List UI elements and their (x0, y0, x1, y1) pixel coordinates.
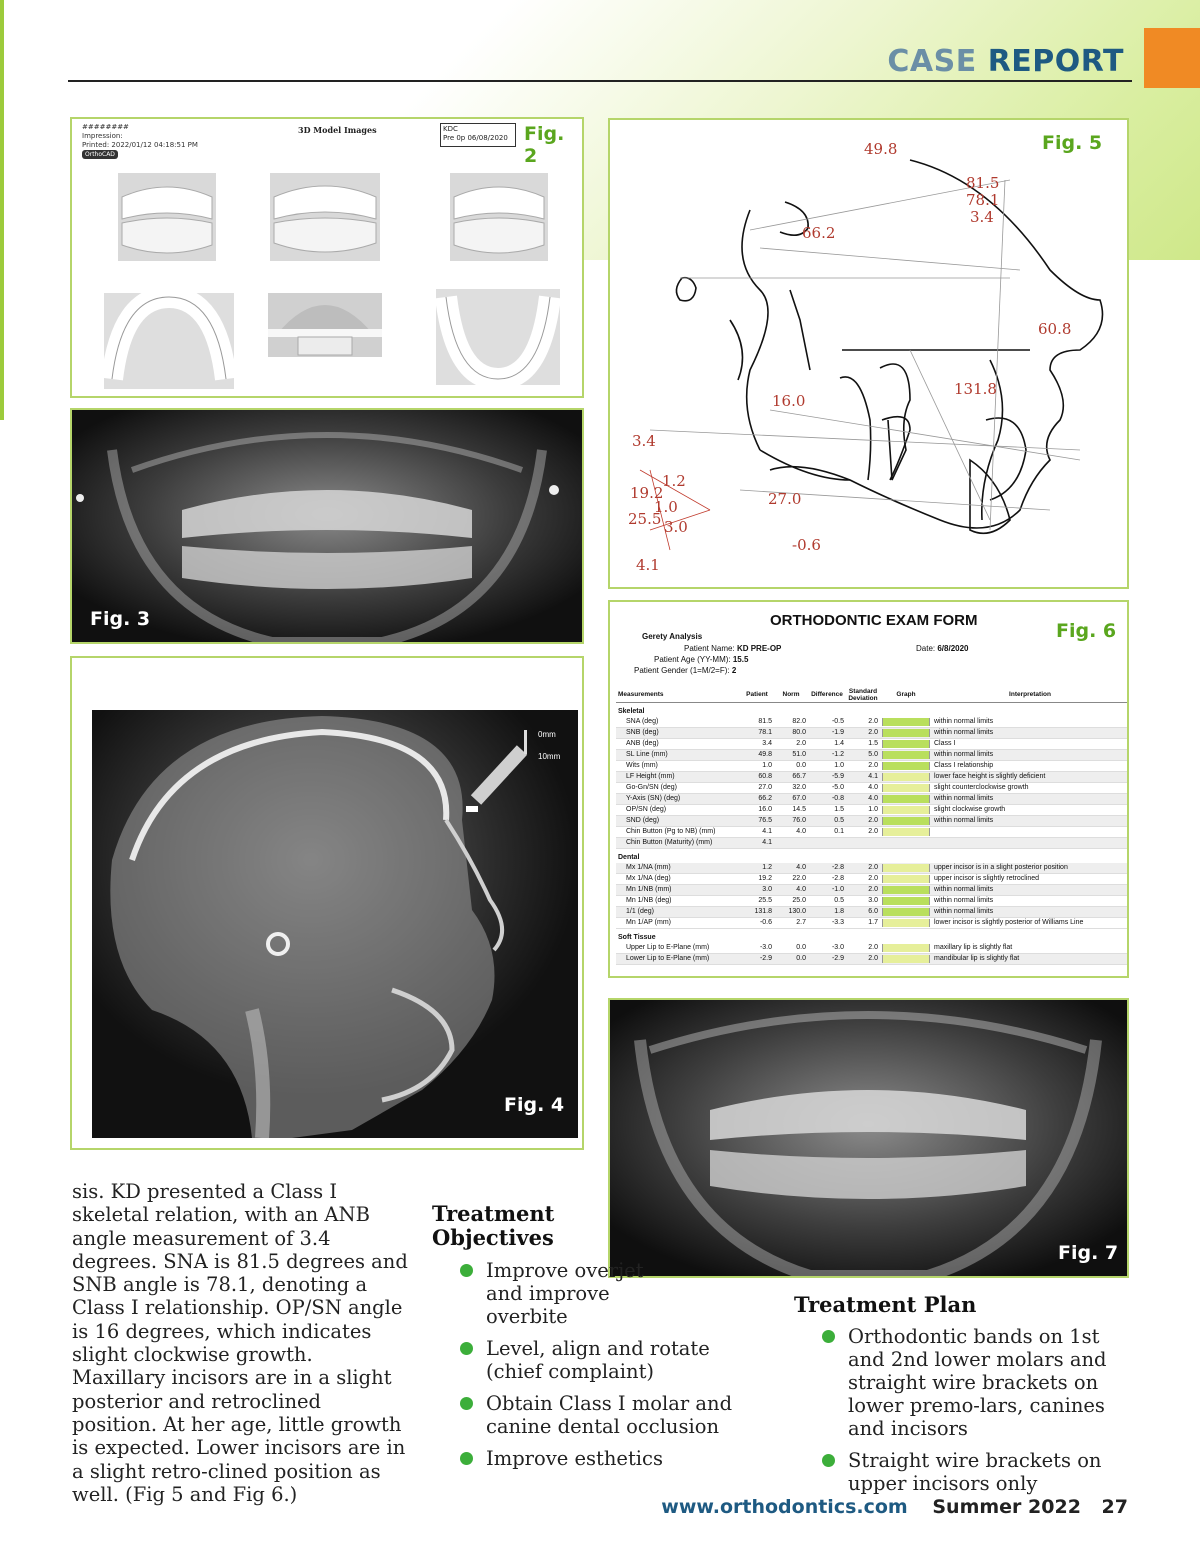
header-rule (68, 80, 1132, 82)
graph-bar (882, 864, 930, 872)
orthocad-badge: OrthoCAD (82, 150, 118, 159)
graph-bar (882, 817, 930, 825)
fig3-panoramic-xray (70, 408, 584, 644)
graph-cell (880, 954, 932, 965)
graph-cell (880, 863, 932, 874)
bullet-icon (822, 1330, 835, 1343)
graph-cell (880, 827, 932, 838)
graph-bar (882, 729, 930, 737)
graph-cell (880, 772, 932, 783)
fig5-label: Fig. 5 (1042, 132, 1103, 154)
graph-bar (882, 762, 930, 770)
orange-tab (1144, 28, 1200, 88)
table-row: SND (deg) 76.5 76.0 0.5 2.0 within normal limits (616, 816, 1128, 827)
patient-age-row: Patient Age (YY-MM): 15.5 (654, 655, 749, 664)
exam-form-title: ORTHODONTIC EXAM FORM (770, 612, 978, 629)
graph-bar (882, 806, 930, 814)
bullet-icon (460, 1397, 473, 1410)
fig2-label: Fig. 2 (524, 123, 565, 167)
plan-list (822, 1325, 1132, 1504)
table-row: Y-Axis (SN) (deg) 66.2 67.0 -0.8 4.0 within normal limits (616, 794, 1128, 805)
table-row: ANB (deg) 3.4 2.0 1.4 1.5 Class I (616, 739, 1128, 750)
table-row: Mn 1/NB (deg) 25.5 25.0 0.5 3.0 within normal limits (616, 896, 1128, 907)
graph-cell (880, 907, 932, 918)
fig2-case-box: KDC Pre 0p 06/08/2020 (440, 123, 516, 147)
table-body (616, 703, 1128, 965)
graph-bar (882, 886, 930, 894)
fig7-label: Fig. 7 (1058, 1242, 1119, 1264)
objective-item: Obtain Class I molar and canine dental occlusion (460, 1392, 756, 1438)
graph-bar (882, 908, 930, 916)
graph-cell (880, 838, 932, 849)
table-row: LF Height (mm) 60.8 66.7 -5.9 4.1 lower face height is slightly deficient (616, 772, 1128, 783)
section-title: CASE REPORT (887, 44, 1124, 79)
graph-cell (880, 717, 932, 728)
objectives-heading: Treatment Objectives (432, 1201, 555, 1250)
table-row: SNA (deg) 81.5 82.0 -0.5 2.0 within normal limits (616, 717, 1128, 728)
objective-item: Level, align and rotate (chief complaint) (460, 1337, 760, 1383)
fig6-label: Fig. 6 (1056, 620, 1117, 642)
panoramic-xray-image-post (610, 1000, 1127, 1276)
graph-bar (882, 773, 930, 781)
table-row: Chin Button (Maturity) (mm) 4.1 (616, 838, 1128, 849)
patient-gender-row: Patient Gender (1=M/2=F): 2 (634, 666, 737, 675)
table-row: Go-Gn/SN (deg) 27.0 32.0 -5.0 4.0 slight counterclockwise growth (616, 783, 1128, 794)
plan-item: Orthodontic bands on 1st and 2nd lower molars and straight wire brackets on lower premo-lars, canines and incisors (822, 1325, 1132, 1440)
table-row: Lower Lip to E-Plane (mm) -2.9 0.0 -2.9 2.0 mandibular lip is slightly flat (616, 954, 1128, 965)
graph-cell (880, 750, 932, 761)
graph-cell (880, 816, 932, 827)
graph-bar (882, 944, 930, 952)
bullet-icon (460, 1264, 473, 1277)
table-row: Mn 1/NB (mm) 3.0 4.0 -1.0 2.0 within normal limits (616, 885, 1128, 896)
fig5-ceph-tracing (608, 118, 1129, 589)
table-row: OP/SN (deg) 16.0 14.5 1.5 1.0 slight clockwise growth (616, 805, 1128, 816)
lateral-ceph-image (92, 710, 578, 1138)
graph-cell (880, 896, 932, 907)
fig5-values: 49.8 81.5 78.1 3.4 66.2 60.8 131.8 16.0 3.4 1.2 19.2 1.0 25.5 3.0 27.0 -0.6 4.1 (628, 140, 1072, 574)
graph-cell (880, 761, 932, 772)
page-number: 27 (1101, 1496, 1128, 1518)
model-upper-arch (104, 293, 234, 389)
graph-bar (882, 795, 930, 803)
fig7-panoramic-xray (608, 998, 1129, 1278)
graph-cell (880, 794, 932, 805)
table-row: Wits (mm) 1.0 0.0 1.0 2.0 Class I relationship (616, 761, 1128, 772)
table-row: SNB (deg) 78.1 80.0 -1.9 2.0 within normal limits (616, 728, 1128, 739)
table-row: Upper Lip to E-Plane (mm) -3.0 0.0 -3.0 2.0 maxillary lip is slightly flat (616, 943, 1128, 954)
graph-cell (880, 739, 932, 750)
footer-url[interactable]: www.orthodontics.com (661, 1496, 908, 1518)
table-section-row: Skeletal (618, 708, 645, 715)
bullet-icon (460, 1342, 473, 1355)
objectives-list (460, 1259, 760, 1479)
model-front-left (118, 173, 216, 261)
body-paragraph: sis. KD presented a Class I skeletal relation, with an ANB angle measurement of 3.4 degrees. SNA is 81.5 degrees and SNB angle is 78.1, denoting a Class I relationship. OP/SN angle is 16 degrees, which indicates slight clockwise growth. Maxillary incisors are in a slight posterior and retroclined position. At her age, little growth is expected. Lower incisors are in a slight retro-clined position as well. (Fig 5 and Fig 6.) (72, 1180, 408, 1506)
scale-10mm: 10mm (538, 752, 561, 761)
model-front-right (450, 173, 548, 261)
table-row: Chin Button (Pg to NB) (mm) 4.1 4.0 0.1 2.0 (616, 827, 1128, 838)
model-front (270, 173, 380, 261)
bullet-icon (460, 1452, 473, 1465)
graph-bar (882, 784, 930, 792)
objective-item: Improve overjet and improve overbite (460, 1259, 646, 1328)
plan-heading: Treatment Plan (794, 1292, 977, 1317)
graph-bar (882, 740, 930, 748)
graph-bar (882, 897, 930, 905)
scale-0mm: 0mm (538, 730, 556, 739)
model-lower-arch (436, 289, 560, 385)
fig4-lateral-ceph (70, 656, 584, 1150)
table-section-row: Dental (618, 854, 640, 861)
objective-item: Improve esthetics (460, 1447, 760, 1470)
left-accent-bar (0, 0, 4, 420)
graph-bar (882, 919, 930, 927)
dental-model-images (72, 157, 582, 397)
fig2-title: 3D Model Images (298, 125, 377, 135)
graph-bar (882, 828, 930, 836)
table-row: Mn 1/AP (mm) -0.6 2.7 -3.3 1.7 lower incisor is slightly posterior of Williams Line (616, 918, 1128, 929)
graph-cell (880, 943, 932, 954)
fig3-label: Fig. 3 (90, 608, 151, 630)
fig6-exam-form (608, 600, 1129, 978)
fig2-header-info: ######## Impression: Printed: 2022/01/12 04:18:51 PM OrthoCAD (82, 123, 198, 158)
graph-cell (880, 918, 932, 929)
model-occlusal-front (268, 293, 382, 357)
table-section-row: Soft Tissue (618, 934, 656, 941)
page-footer (661, 1496, 1128, 1518)
graph-cell (880, 728, 932, 739)
measurements-table (616, 688, 1128, 965)
analysis-name: Gerety Analysis (642, 632, 703, 641)
graph-cell (880, 805, 932, 816)
bullet-icon (822, 1454, 835, 1467)
table-row: 1/1 (deg) 131.8 130.0 1.8 6.0 within normal limits (616, 907, 1128, 918)
graph-cell (880, 783, 932, 794)
graph-cell (880, 874, 932, 885)
table-row: SL Line (mm) 49.8 51.0 -1.2 5.0 within normal limits (616, 750, 1128, 761)
graph-bar (882, 955, 930, 963)
graph-bar (882, 718, 930, 726)
table-header: Measurements Patient Norm Difference Standard Deviation Graph Interpretation (616, 688, 1128, 703)
patient-name-row: Patient Name: KD PRE-OP (684, 644, 782, 653)
fig2-3d-models (70, 117, 584, 398)
footer-issue: Summer 2022 (932, 1496, 1081, 1518)
plan-item: Straight wire brackets on upper incisors only (822, 1449, 1108, 1495)
graph-bar (882, 751, 930, 759)
fig4-label: Fig. 4 (504, 1094, 565, 1116)
graph-cell (880, 885, 932, 896)
graph-bar (882, 875, 930, 883)
date-row: Date: 6/8/2020 (916, 644, 969, 653)
table-row: Mx 1/NA (deg) 19.2 22.0 -2.8 2.0 upper incisor is slightly retroclined (616, 874, 1128, 885)
table-row: Mx 1/NA (mm) 1.2 4.0 -2.8 2.0 upper incisor is in a slight posterior position (616, 863, 1128, 874)
